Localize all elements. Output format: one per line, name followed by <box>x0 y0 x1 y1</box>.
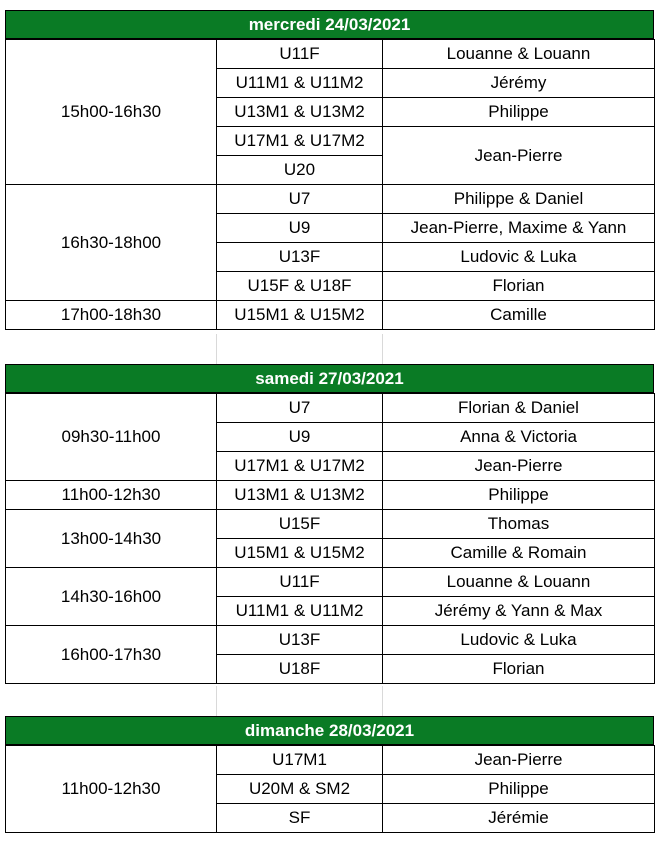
team-cell: U20M & SM2 <box>217 775 383 804</box>
time-slot-cell: 17h00-18h30 <box>6 301 217 330</box>
team-cell: U15F & U18F <box>217 272 383 301</box>
sheet-gridline <box>382 334 383 364</box>
day-block-saturday <box>5 364 654 684</box>
table-row <box>6 394 655 423</box>
time-slot-cell: 16h00-17h30 <box>6 626 217 684</box>
team-cell: U7 <box>217 185 383 214</box>
table-row <box>6 481 655 510</box>
team-cell: U11M1 & U11M2 <box>217 597 383 626</box>
table-row <box>6 746 655 775</box>
table-row <box>6 301 655 330</box>
coach-cell: Jérémie <box>383 804 655 833</box>
team-cell: U15M1 & U15M2 <box>217 539 383 568</box>
coach-cell: Florian <box>383 655 655 684</box>
table-row <box>6 568 655 597</box>
time-slot-cell: 16h30-18h00 <box>6 185 217 301</box>
day-header: dimanche 28/03/2021 <box>5 716 654 745</box>
coach-cell: Philippe <box>383 98 655 127</box>
time-slot-cell: 11h00-12h30 <box>6 746 217 833</box>
coach-cell: Camille & Romain <box>383 539 655 568</box>
team-cell: U11F <box>217 40 383 69</box>
time-slot-cell: 09h30-11h00 <box>6 394 217 481</box>
team-cell: SF <box>217 804 383 833</box>
coach-cell: Philippe & Daniel <box>383 185 655 214</box>
day-block-wednesday <box>5 10 654 330</box>
day-header: samedi 27/03/2021 <box>5 364 654 393</box>
coach-cell: Thomas <box>383 510 655 539</box>
day-block-sunday <box>5 716 654 833</box>
coach-cell: Jean-Pierre <box>383 127 655 185</box>
coach-cell: Jean-Pierre <box>383 452 655 481</box>
table-row <box>6 510 655 539</box>
team-cell: U13F <box>217 243 383 272</box>
coach-cell: Louanne & Louann <box>383 40 655 69</box>
table-row <box>6 626 655 655</box>
time-slot-cell: 11h00-12h30 <box>6 481 217 510</box>
team-cell: U13M1 & U13M2 <box>217 481 383 510</box>
time-slot-cell: 15h00-16h30 <box>6 40 217 185</box>
schedule-table <box>5 393 655 684</box>
coach-cell: Ludovic & Luka <box>383 243 655 272</box>
sheet-gridline <box>216 686 217 716</box>
team-cell: U17M1 & U17M2 <box>217 452 383 481</box>
team-cell: U9 <box>217 423 383 452</box>
time-slot-cell: 13h00-14h30 <box>6 510 217 568</box>
schedule-table <box>5 39 655 330</box>
coach-cell: Camille <box>383 301 655 330</box>
coach-cell: Jean-Pierre <box>383 746 655 775</box>
team-cell: U9 <box>217 214 383 243</box>
coach-cell: Florian & Daniel <box>383 394 655 423</box>
team-cell: U13M1 & U13M2 <box>217 98 383 127</box>
team-cell: U18F <box>217 655 383 684</box>
sheet-gridline <box>382 686 383 716</box>
coach-cell: Florian <box>383 272 655 301</box>
coach-cell: Ludovic & Luka <box>383 626 655 655</box>
schedule-table <box>5 745 655 833</box>
coach-cell: Jérémy <box>383 69 655 98</box>
team-cell: U15F <box>217 510 383 539</box>
team-cell: U20 <box>217 156 383 185</box>
coach-cell: Jean-Pierre, Maxime & Yann <box>383 214 655 243</box>
coach-cell: Philippe <box>383 481 655 510</box>
coach-cell: Louanne & Louann <box>383 568 655 597</box>
table-row <box>6 185 655 214</box>
team-cell: U13F <box>217 626 383 655</box>
day-header: mercredi 24/03/2021 <box>5 10 654 39</box>
team-cell: U7 <box>217 394 383 423</box>
coach-cell: Anna & Victoria <box>383 423 655 452</box>
time-slot-cell: 14h30-16h00 <box>6 568 217 626</box>
table-row <box>6 40 655 69</box>
team-cell: U11F <box>217 568 383 597</box>
team-cell: U17M1 & U17M2 <box>217 127 383 156</box>
coach-cell: Jérémy & Yann & Max <box>383 597 655 626</box>
team-cell: U15M1 & U15M2 <box>217 301 383 330</box>
team-cell: U17M1 <box>217 746 383 775</box>
coach-cell: Philippe <box>383 775 655 804</box>
sheet-gridline <box>216 334 217 364</box>
team-cell: U11M1 & U11M2 <box>217 69 383 98</box>
